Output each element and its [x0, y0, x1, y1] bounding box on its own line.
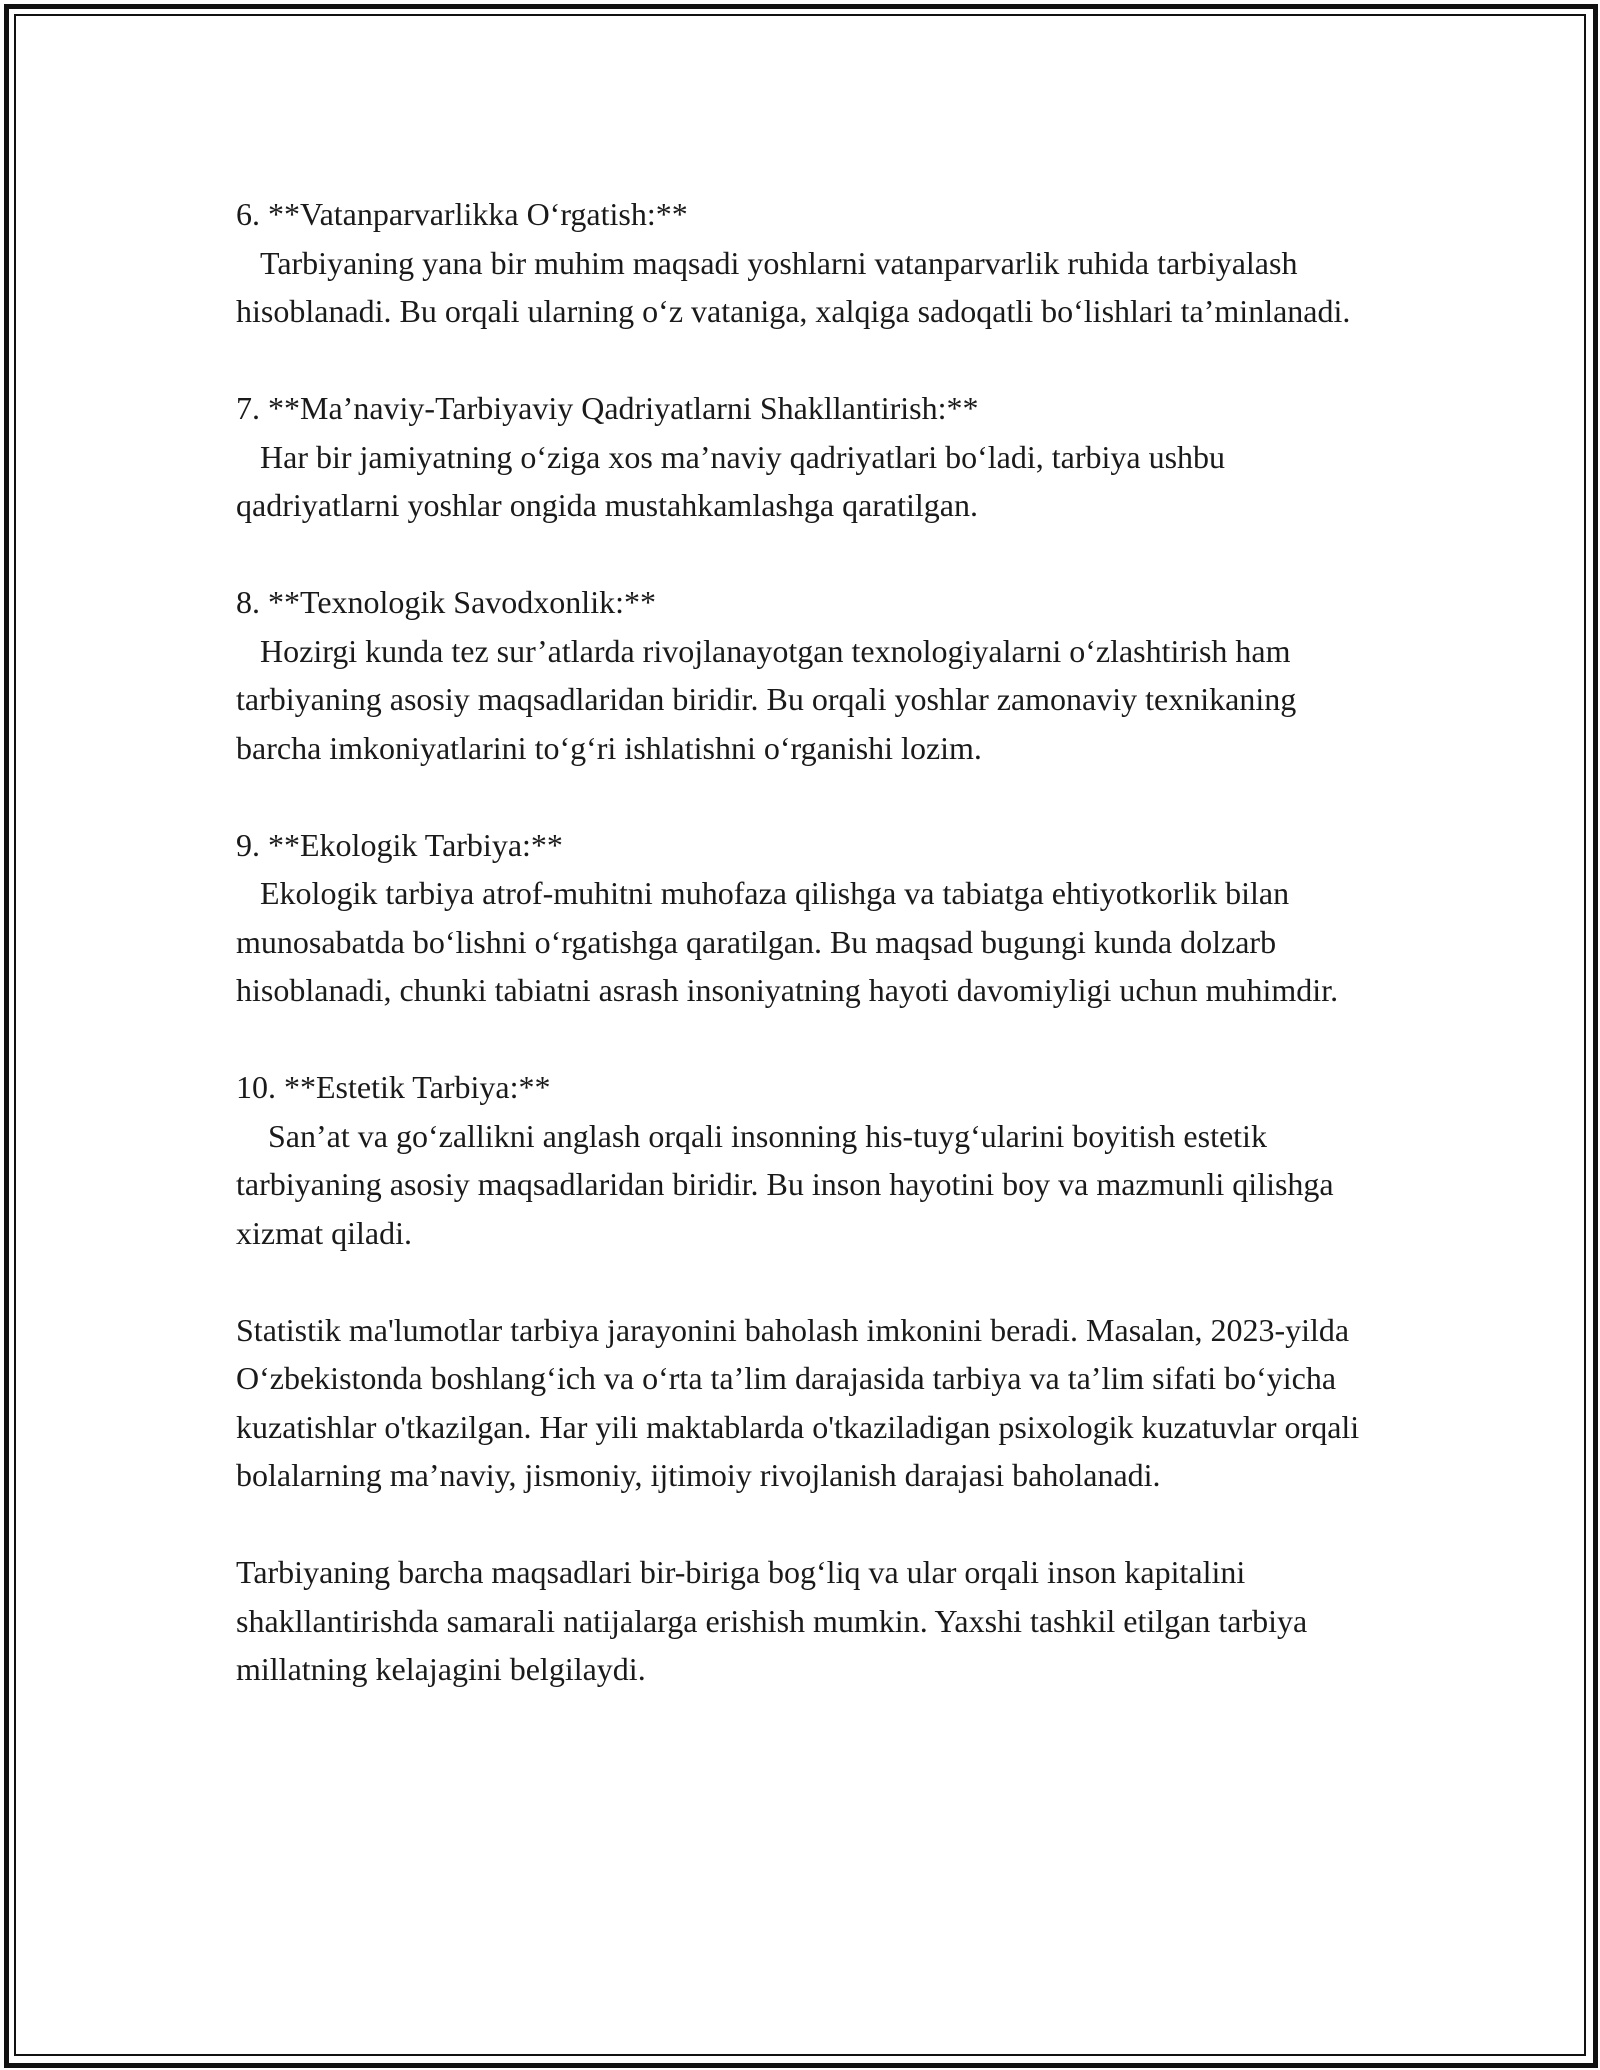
section-heading: 6. **Vatanparvarlikka O‘rgatish:**	[236, 196, 688, 232]
section-body: Tarbiyaning yana bir muhim maqsadi yoshlarni vatanparvarlik ruhida tarbiyalash hisoblanadi. Bu orqali ularning o‘z vataniga, xalqiga sadoqatli bo‘lishlari ta’minlanadi.	[236, 244, 1351, 329]
paragraph-text: Tarbiyaning barcha maqsadlari bir-biriga bog‘liq va ular orqali inson kapitalini shakllantirishda samarali natijalarga erishish mumkin. Yaxshi tashkil etilgan tarbiya millatning kelajagini belgilaydi.	[236, 1554, 1308, 1687]
section-9	[236, 821, 1376, 1015]
section-heading: 9. **Ekologik Tarbiya:**	[236, 826, 563, 863]
section-7	[236, 384, 1376, 530]
section-heading: 7. **Ma’naviy-Tarbiyaviy Qadriyatlarni Shakllantirish:**	[236, 390, 979, 426]
section-body: Hozirgi kunda tez sur’atlarda rivojlanayotgan texnologiyalarni o‘zlashtirish ham tarbiyaning asosiy maqsadlaridan biridir. Bu orqali yoshlar zamonaviy texnikaning barcha imkoniyatlarini to‘g‘ri ishlatishni o‘rganishi lozim.	[236, 632, 1305, 766]
section-10	[236, 1063, 1376, 1257]
statistics-paragraph	[236, 1306, 1376, 1500]
section-8	[236, 578, 1376, 772]
paragraph-text: Statistik ma'lumotlar tarbiya jarayonini baholash imkonini beradi. Masalan, 2023-yilda O‘zbekistonda boshlang‘ich va o‘rta ta’lim darajasida tarbiya va ta’lim sifati bo‘yicha kuzatishlar o'tkazilgan. Har yili maktablarda o'tkaziladigan psixologik kuzatuvlar orqali bolalarning ma’naviy, jismoniy, ijtimoiy rivojlanish darajasi baholanadi.	[236, 1311, 1360, 1493]
section-body: San’at va go‘zallikni anglash orqali insonning his-tuyg‘ularini boyitish estetik tarbiyaning asosiy maqsadlaridan biridir. Bu inson hayotini boy va mazmunli qilishga xizmat qiladi.	[236, 1117, 1342, 1251]
section-heading: 10. **Estetik Tarbiya:**	[236, 1069, 551, 1105]
document-content	[236, 190, 1376, 1742]
section-body: Ekologik tarbiya atrof-muhitni muhofaza qilishga va tabiatga ehtiyotkorlik bilan munosabatda bo‘lishni o‘rgatishga qaratilgan. Bu maqsad bugungi kunda dolzarb hisoblanadi, chunki tabiatni asrash insoniyatning hayoti davomiyligi uchun muhimdir.	[236, 875, 1339, 1008]
section-body: Har bir jamiyatning o‘ziga xos ma’naviy qadriyatlari bo‘ladi, tarbiya ushbu qadriyatlarni yoshlar ongida mustahkamlashga qaratilgan.	[236, 438, 1234, 523]
section-6	[236, 190, 1376, 336]
conclusion-paragraph	[236, 1548, 1376, 1694]
section-heading: 8. **Texnologik Savodxonlik:**	[236, 584, 656, 620]
